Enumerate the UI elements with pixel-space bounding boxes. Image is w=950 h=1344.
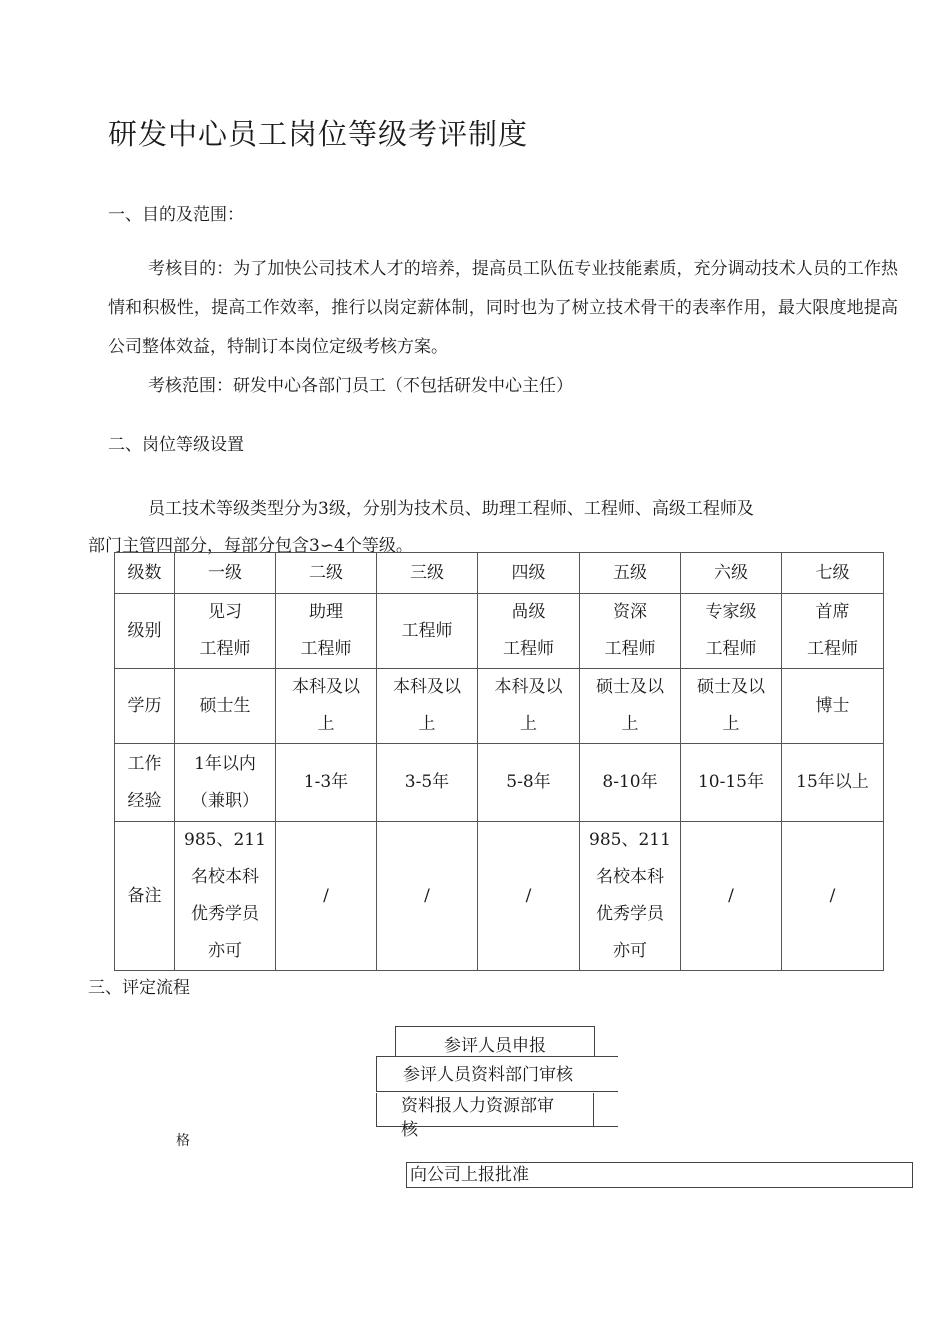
cell-line: 工程师	[705, 639, 757, 659]
cell-line: 985、211	[589, 830, 671, 850]
cell-line: 亦可	[613, 941, 647, 961]
scope-text: 考核范围：研发中心各部门员工（不包括研发中心主任）	[148, 376, 573, 396]
level-cell: 三级	[377, 553, 478, 594]
notes-cell: /	[377, 822, 478, 971]
table-row-experience	[115, 744, 884, 822]
cell-line: 资深	[613, 602, 647, 622]
cell-line: 首席	[815, 602, 850, 622]
cell-line: 助理	[309, 602, 343, 622]
cell-line: 亦可	[208, 941, 242, 961]
level-cell: 四级	[478, 553, 580, 594]
education-cell	[276, 669, 377, 744]
education-cell	[681, 669, 782, 744]
row-header-experience	[115, 744, 175, 822]
cell-line: 工程师	[503, 639, 554, 659]
cell-line: 上	[520, 714, 537, 734]
title-cell	[175, 594, 276, 669]
title-cell	[782, 594, 884, 669]
flow-step-dept-review: 参评人员资料部门审核	[376, 1056, 618, 1092]
cell-line: 见习	[208, 602, 242, 622]
cell-line: 上	[317, 714, 335, 734]
title-cell	[681, 594, 782, 669]
level-cell: 五级	[580, 553, 681, 594]
purpose-paragraph	[108, 250, 898, 367]
cell-line: 优秀学员	[596, 904, 664, 924]
title-cell	[478, 594, 580, 669]
cell-line: 本科及以	[494, 677, 563, 697]
grade-intro-line1: 员工技术等级类型分为3级，分别为技术员、助理工程师、工程师、高级工程师及	[148, 499, 754, 519]
notes-cell: /	[681, 822, 782, 971]
flow-step-hr-review	[376, 1093, 618, 1140]
level-cell: 二级	[276, 553, 377, 594]
cell-line: 硕士及以	[596, 677, 664, 697]
cell-line: 名校本科	[191, 867, 259, 887]
cell-line: 上	[722, 714, 740, 734]
section3-heading: 三、评定流程	[88, 978, 190, 998]
cell-line: 工程师	[807, 639, 858, 659]
education-cell	[478, 669, 580, 744]
experience-cell: 5-8年	[478, 744, 580, 822]
cell-line: 工程师	[401, 620, 453, 641]
table-row-title	[115, 594, 884, 669]
flow-step-hr-review-line2: 核	[401, 1120, 418, 1140]
flow-step-apply: 参评人员申报	[395, 1026, 595, 1057]
section1-heading: 一、目的及范围：	[108, 205, 244, 225]
purpose-text: 考核目的：为了加快公司技术人才的培养，提高员工队伍专业技能素质，充分调动技术人员的工作热情和积极性，提高工作效率，推行以岗定薪体制，同时也为了树立技术骨干的表率作用，最大限度地提高公司整体效益，特制订本岗位定级考核方案。	[108, 259, 898, 357]
table-row-level	[115, 553, 884, 594]
cell-line: 名校本科	[596, 867, 664, 887]
education-cell	[782, 669, 884, 744]
cell-line: 专家级	[705, 602, 757, 622]
experience-cell: 10-15年	[681, 744, 782, 822]
grade-table	[114, 552, 884, 971]
flow-step-company-approval: 向公司上报批准	[406, 1162, 913, 1188]
flow-divider	[593, 1093, 594, 1127]
cell-line: 经验	[127, 790, 162, 811]
cell-line: 工程师	[199, 639, 251, 659]
table-row-education	[115, 669, 884, 744]
cell-line: 上	[418, 714, 436, 734]
flow-step-hr-review-line1: 资料报人力资源部审	[401, 1096, 554, 1116]
cell-line: 硕士生	[199, 695, 251, 716]
row-header-level: 级数	[115, 553, 175, 594]
section2-heading: 二、岗位等级设置	[108, 435, 244, 455]
title-cell	[377, 594, 478, 669]
cell-line: 本科及以	[393, 677, 461, 697]
level-cell: 七级	[782, 553, 884, 594]
notes-cell: /	[276, 822, 377, 971]
cell-line: 985、211	[184, 830, 266, 850]
experience-cell: 15年以上	[782, 744, 884, 822]
title-cell	[276, 594, 377, 669]
page-title: 研发中心员工岗位等级考评制度	[108, 117, 529, 151]
experience-cell	[175, 744, 276, 822]
experience-cell: 1-3年	[276, 744, 377, 822]
cell-line: 1年以内	[194, 753, 256, 774]
level-cell: 一级	[175, 553, 276, 594]
flow-side-label: 格	[176, 1133, 190, 1149]
row-header-title: 级别	[115, 594, 175, 669]
cell-line: 工程师	[300, 639, 352, 659]
title-cell	[580, 594, 681, 669]
notes-cell: /	[478, 822, 580, 971]
row-header-notes: 备注	[115, 822, 175, 971]
notes-cell	[175, 822, 276, 971]
experience-cell: 3-5年	[377, 744, 478, 822]
row-header-education: 学历	[115, 669, 175, 744]
level-cell: 六级	[681, 553, 782, 594]
cell-line: 上	[621, 714, 639, 734]
experience-cell: 8-10年	[580, 744, 681, 822]
grade-intro-line2: 部门主管四部分，每部分包含3∽4个等级。	[88, 536, 413, 556]
cell-line: 咼级	[511, 602, 546, 622]
cell-line: 工程师	[604, 639, 656, 659]
notes-cell: /	[782, 822, 884, 971]
cell-line: 硕士及以	[697, 677, 765, 697]
cell-line: 工作	[127, 753, 162, 774]
cell-line: （兼职）	[191, 790, 259, 811]
cell-line: 优秀学员	[191, 904, 259, 924]
table-row-notes	[115, 822, 884, 971]
education-cell	[175, 669, 276, 744]
education-cell	[377, 669, 478, 744]
cell-line: 本科及以	[292, 677, 360, 697]
cell-line: 博士	[815, 695, 850, 716]
notes-cell	[580, 822, 681, 971]
education-cell	[580, 669, 681, 744]
